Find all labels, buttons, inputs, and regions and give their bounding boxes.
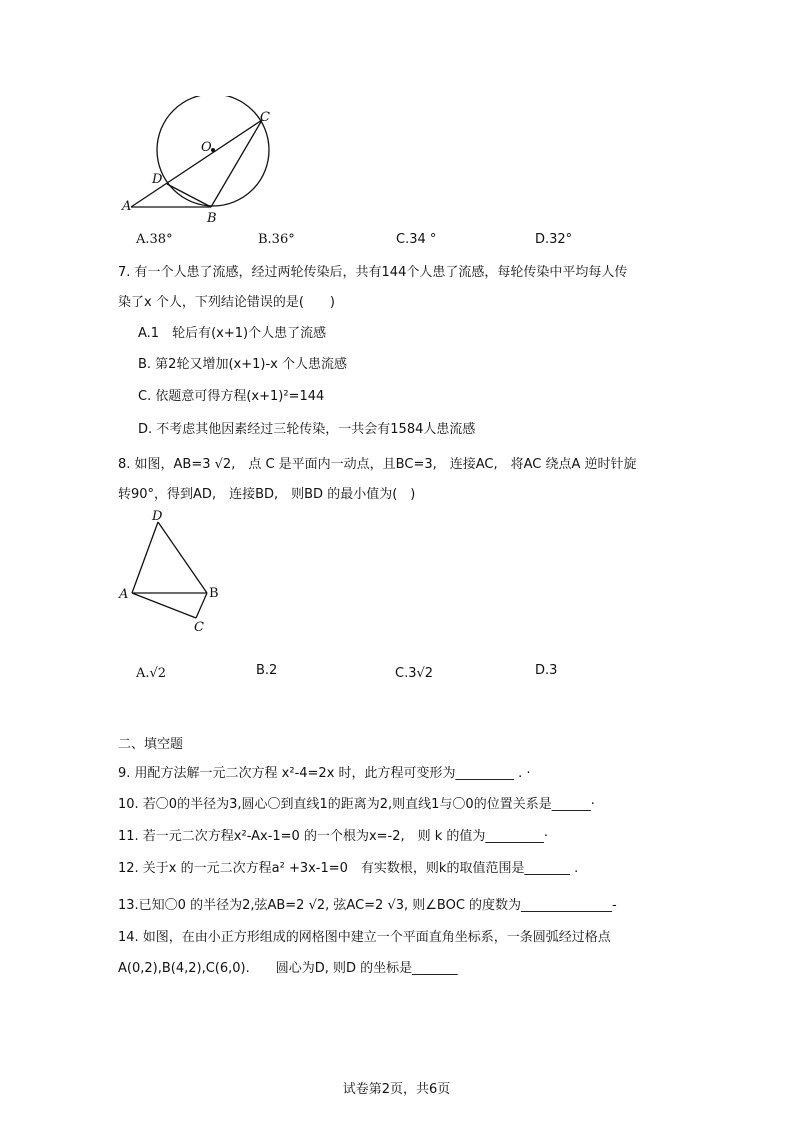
q12: 12. 关于x 的一元二次方程a² +3x-1=0 有实数根，则k的取值范围是_______ . [118, 861, 579, 876]
q7-option-b: B. 第2轮又增加(x+1)-x 个人患流感 [138, 357, 347, 372]
q7-stem-line1: 7. 有一个人患了流感，经过两轮传染后，共有144个人患了流感，每轮传染中平均每人传 [118, 265, 628, 280]
label-c: C [260, 110, 270, 125]
segment-ac [132, 593, 196, 618]
section-heading: 二、填空题 [118, 737, 184, 752]
label-o: O [201, 140, 212, 155]
q8-option-c: C.3√2 [395, 666, 434, 681]
q14-line2: A(0,2),B(4,2),C(6,0). 圆心为D, 则D 的坐标是_______ [118, 961, 458, 976]
label-d: D [152, 509, 163, 524]
q7-option-c: C. 依题意可得方程(x+1)²=144 [138, 389, 325, 404]
q6-option-a: A.38° [136, 232, 173, 247]
q8-option-d: D.3 [535, 663, 558, 678]
segment-db [158, 522, 207, 593]
q11: 11. 若一元二次方程x²-Ax-1=0 的一个根为x=-2, 则 k 的值为_________· [118, 829, 549, 844]
segment-bc [211, 120, 262, 207]
q14-line1: 14. 如图，在由小正方形组成的网格图中建立一个平面直角坐标系，一条圆弧经过格点 [118, 930, 611, 945]
q6-option-c: C.34 ° [396, 232, 437, 247]
q8-stem-line1: 8. 如图，AB=3 √2, 点 C 是平面内一动点，且BC=3, 连接AC, 将AC 绕点A 逆时针旋 [118, 457, 637, 472]
q7-option-d: D. 不考虑其他因素经过三轮传染，一共会有1584人患流感 [138, 422, 476, 437]
segment-ad [132, 522, 158, 593]
q6-option-d: D.32° [535, 232, 573, 247]
page-footer: 试卷第2页，共6页 [342, 1082, 451, 1097]
q8-option-b: B.2 [256, 663, 278, 678]
segment-bc [196, 593, 207, 618]
q7-option-a: A.1 轮后有(x+1)个人患了流感 [138, 326, 327, 341]
q10: 10. 若〇0的半径为3,圆心〇到直线1的距离为2,则直线1与〇0的位置关系是______· [118, 797, 595, 812]
label-d: D [152, 172, 163, 187]
q9: 9. 用配方法解一元二次方程 x²-4=2x 时，此方程可变形为_________ . · [118, 766, 531, 781]
label-c: C [194, 620, 204, 635]
label-a: A [119, 587, 129, 602]
q8-option-a: A.√2 [136, 666, 167, 681]
triangle-figure [112, 506, 232, 636]
label-a: A [122, 199, 132, 214]
segment-db [167, 184, 211, 207]
circle-figure [112, 96, 292, 226]
q6-option-b: B.36° [258, 232, 295, 247]
q8-stem-line2: 转90°，得到AD, 连接BD, 则BD 的最小值为( ) [118, 487, 416, 502]
label-b: B [209, 586, 219, 601]
label-b: B [207, 211, 217, 226]
q7-stem-line2: 染了x 个人，下列结论错误的是( ) [118, 295, 335, 310]
q13: 13.已知〇0 的半径为2,弦AB=2 √2, 弦AC=2 √3, 则∠BOC 的度数为______________- [118, 898, 617, 913]
secant-ac [131, 120, 262, 207]
